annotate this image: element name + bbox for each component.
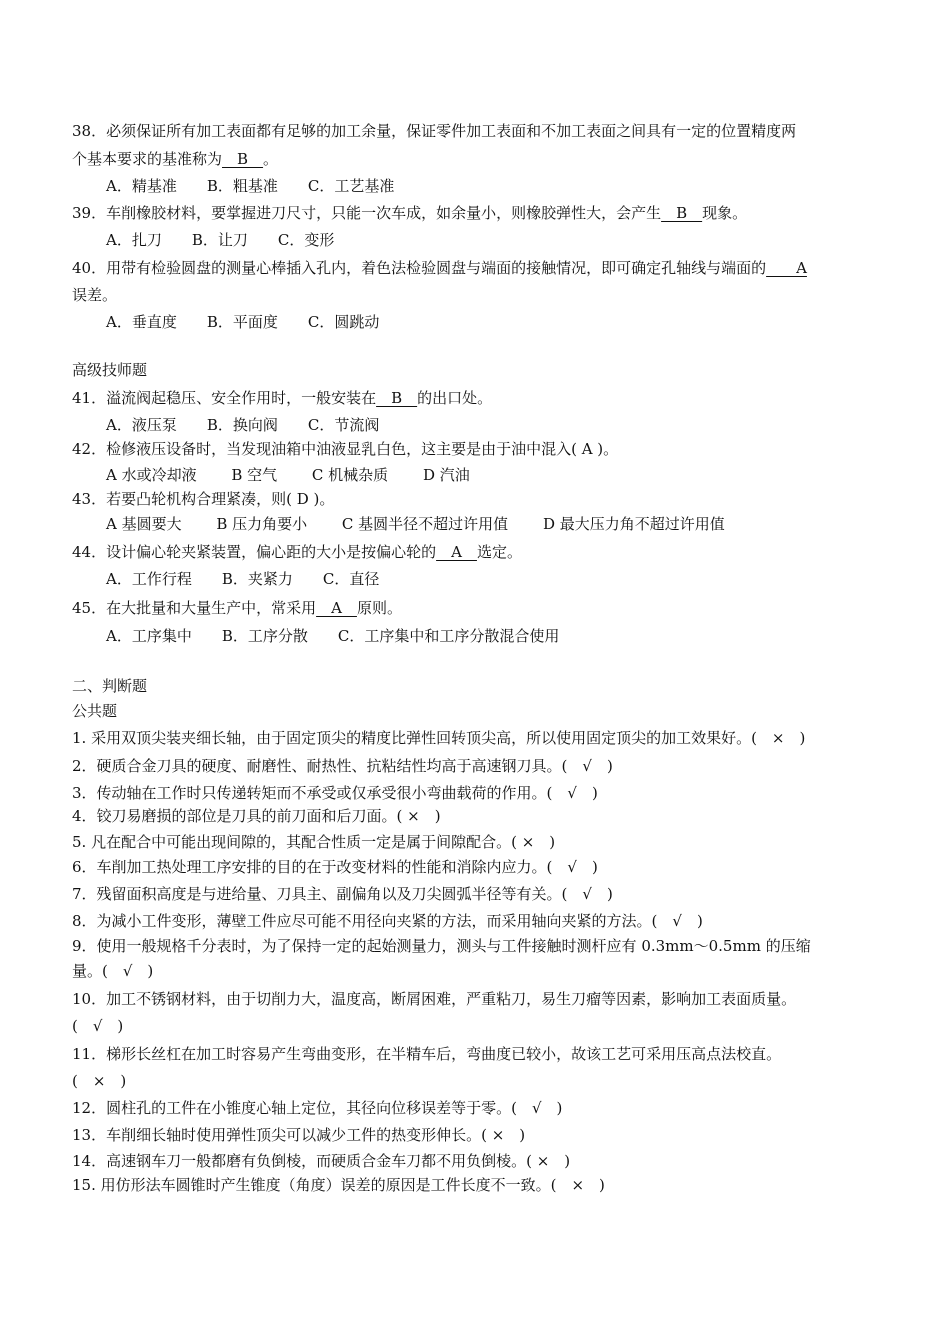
q40-answer: A <box>766 259 807 277</box>
q42-line: 42．检修液压设备时，当发现油箱中油液显乳白色，这主要是由于油中混入( A )。 <box>72 440 619 458</box>
judgment-item: 3．传动轴在工作时只传递转矩而不承受或仅承受很小弯曲载荷的作用。( √ ) <box>72 784 598 802</box>
q40-line2: 误差。 <box>72 286 118 304</box>
judgment-item: 11．梯形长丝杠在加工时容易产生弯曲变形，在半精车后，弯曲度已较小，故该工艺可采用压高点法校直。 <box>72 1045 782 1063</box>
judgment-item: 10．加工不锈钢材料，由于切削力大，温度高，断屑困难，严重粘刀，易生刀瘤等因素，影响加工表面质量。 <box>72 990 797 1008</box>
q39-line <box>72 203 747 223</box>
q41-text-end: 的出口处。 <box>417 389 493 407</box>
q44-answer: A <box>436 543 477 561</box>
judgment-item: 15. 用仿形法车圆锥时产生锥度（角度）误差的原因是工件长度不一致。( × ) <box>72 1176 605 1194</box>
q38-line2 <box>72 149 278 169</box>
judgment-item: 2．硬质合金刀具的硬度、耐磨性、耐热性、抗粘结性均高于高速钢刀具。( √ ) <box>72 757 613 775</box>
section-public-title: 公共题 <box>72 702 118 720</box>
judgment-item: 5. 凡在配合中可能出现间隙的，其配合性质一定是属于间隙配合。( × ) <box>72 833 556 851</box>
q39-text: 39．车削橡胶材料，要掌握进刀尺寸，只能一次车成，如余量小，则橡胶弹性大，会产生 <box>72 204 662 222</box>
judgment-item: 4．铰刀易磨损的部位是刀具的前刀面和后刀面。( × ) <box>72 807 441 825</box>
q39-options: A．扎刀 B．让刀 C．变形 <box>106 231 335 249</box>
judgment-item: 量。( √ ) <box>72 962 154 980</box>
q41-options: A．液压泵 B．换向阀 C．节流阀 <box>106 416 380 434</box>
q41-line <box>72 388 492 408</box>
section-judge-title: 二、判断题 <box>72 677 148 695</box>
q38-answer: B <box>222 150 264 168</box>
q39-text-end: 现象。 <box>702 204 748 222</box>
q39-answer: B <box>661 204 703 222</box>
judgment-item: 14．高速钢车刀一般都磨有负倒棱，而硬质合金车刀都不用负倒棱。( × ) <box>72 1152 571 1170</box>
q45-text: 45．在大批量和大量生产中，常采用 <box>72 599 317 617</box>
q45-options: A．工序集中 B．工序分散 C．工序集中和工序分散混合使用 <box>106 627 560 645</box>
judgment-item: ( √ ) <box>72 1017 124 1035</box>
judgment-item: 7．残留面积高度是与进给量、刀具主、副偏角以及刀尖圆弧半径等有关。( √ ) <box>72 885 613 903</box>
q44-text-end: 选定。 <box>476 543 522 561</box>
q44-line <box>72 542 522 562</box>
q43-line: 43．若要凸轮机构合理紧凑，则( D )。 <box>72 490 335 508</box>
judgment-item: ( × ) <box>72 1072 127 1090</box>
q45-answer: A <box>316 599 357 617</box>
q45-text-end: 原则。 <box>356 599 402 617</box>
q38-text-end: 。 <box>263 150 279 168</box>
judgment-item: 12．圆柱孔的工件在小锥度心轴上定位，其径向位移误差等于零。( √ ) <box>72 1099 563 1117</box>
q44-text: 44．设计偏心轮夹紧装置，偏心距的大小是按偏心轮的 <box>72 543 437 561</box>
judgment-item: 8．为减小工件变形，薄壁工件应尽可能不用径向夹紧的方法，而采用轴向夹紧的方法。( √ ) <box>72 912 703 930</box>
q41-answer: B <box>376 389 418 407</box>
judgment-item: 13．车削细长轴时使用弹性顶尖可以减少工件的热变形伸长。( × ) <box>72 1126 526 1144</box>
q38-text: 个基本要求的基准称为 <box>72 150 223 168</box>
section-senior-title: 高级技师题 <box>72 361 148 379</box>
q40-text: 40．用带有检验圆盘的测量心棒插入孔内，着色法检验圆盘与端面的接触情况，即可确定孔轴线与端面的 <box>72 259 767 277</box>
q40-line1 <box>72 258 807 278</box>
q38-line1: 38．必须保证所有加工表面都有足够的加工余量，保证零件加工表面和不加工表面之间具有一定的位置精度两 <box>72 122 797 140</box>
q45-line <box>72 598 402 618</box>
judgment-item: 1. 采用双顶尖装夹细长轴，由于固定顶尖的精度比弹性回转顶尖高，所以使用固定顶尖的加工效果好。( × ) <box>72 729 806 747</box>
judgment-item: 6．车削加工热处理工序安排的目的在于改变材料的性能和消除内应力。( √ ) <box>72 858 598 876</box>
q42-options: A 水或冷却液 B 空气 C 机械杂质 D 汽油 <box>106 466 470 484</box>
q43-options: A 基圆要大 B 压力角要小 C 基圆半径不超过许用值 D 最大压力角不超过许用值 <box>106 515 725 533</box>
q41-text: 41．溢流阀起稳压、安全作用时，一般安装在 <box>72 389 377 407</box>
q40-options: A．垂直度 B．平面度 C．圆跳动 <box>106 313 380 331</box>
q44-options: A．工作行程 B．夹紧力 C．直径 <box>106 570 380 588</box>
judgment-item: 9．使用一般规格千分表时，为了保持一定的起始测量力，测头与工件接触时测杆应有 0.3mm～0.5mm 的压缩 <box>72 937 811 955</box>
q38-options: A．精基准 B．粗基准 C．工艺基准 <box>106 177 395 195</box>
